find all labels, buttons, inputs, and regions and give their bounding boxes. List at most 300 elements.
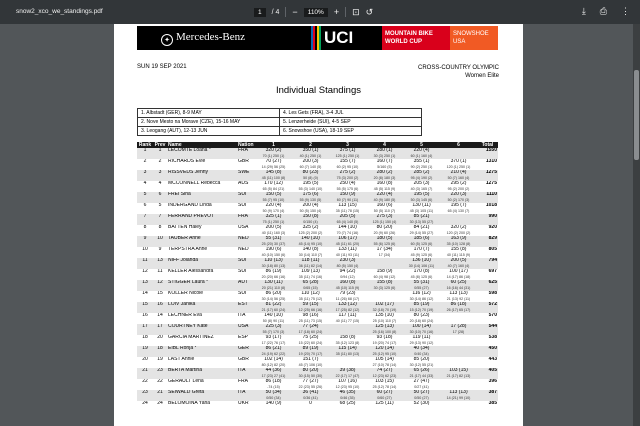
race-points: 85 (20) <box>413 357 430 362</box>
race-breakdown: 30 (14) 86 (12) <box>409 296 434 301</box>
race-breakdown: 60 (1) 160 (4) <box>410 153 433 158</box>
race-result-cell <box>292 357 329 368</box>
cell-nat: SUI <box>237 258 255 269</box>
table-row <box>137 401 498 412</box>
race-points: 190 (6) <box>265 247 282 252</box>
race-result-cell <box>255 214 292 225</box>
cell-prev: 18 <box>153 346 167 357</box>
race-breakdown: 50 (5) 150 (4) <box>299 208 322 213</box>
cell-total: 625 <box>477 280 498 291</box>
race-result-cell <box>292 291 329 302</box>
race-breakdown: 14 (21) 99 (10) <box>446 395 471 400</box>
cell-prev: 10 <box>153 236 167 247</box>
race-points: 158 (8) <box>339 335 356 340</box>
race-breakdown: 70 (7) 74 (16) <box>336 230 359 235</box>
table-row <box>137 346 498 357</box>
cell-prev: 24 <box>157 401 163 406</box>
race-breakdown: 45 (5) 115 (9) <box>373 186 396 191</box>
race-result-cell <box>366 324 403 335</box>
cell-name: EIBL Ronja * <box>167 346 237 357</box>
discipline: CROSS-COUNTRY OLYMPIC <box>417 65 499 71</box>
race-points: 103 (15) <box>449 368 468 373</box>
race-breakdown: 60 (5) 125 (6) <box>410 241 433 246</box>
race-breakdown: 60 (7) 140 (5) <box>299 164 322 169</box>
race-breakdown: 80 (5) 150 (4) <box>336 263 359 268</box>
table-row <box>137 335 498 346</box>
cell-nat: FRA <box>237 148 255 159</box>
race-result-cell <box>366 258 403 269</box>
more-options-icon[interactable]: ⋮ <box>621 6 630 16</box>
race-points: 50 (34) <box>265 390 282 395</box>
race-breakdown: 30 (14) 110 (7) <box>298 252 323 257</box>
cell-prev: 12 <box>153 280 167 291</box>
race-points: 74 (27) <box>376 368 393 373</box>
race-breakdown: 60 (2) 95 (10) <box>336 164 359 169</box>
race-breakdown: 120 (1) 250 (1) <box>446 164 471 169</box>
race-result-cell <box>440 192 477 203</box>
race-breakdown: 30 (18) 80 (13) <box>261 263 286 268</box>
race-breakdown: 60 (4) 98 (12) <box>373 274 396 279</box>
race-result-cell <box>255 236 292 247</box>
cell-rank: 15 <box>137 302 153 313</box>
race-result-cell <box>366 335 403 346</box>
race-result-cell <box>329 368 366 379</box>
cell-total: 794 <box>477 258 498 269</box>
race-breakdown: 21 (17) 60 (24) <box>261 307 286 312</box>
race-breakdown: 30 (12) 55 (21) <box>409 362 434 367</box>
race-result-cell <box>440 236 477 247</box>
race-result-cell <box>366 214 403 225</box>
download-icon[interactable]: ⤓ <box>581 6 586 16</box>
scrollbar[interactable] <box>633 24 640 426</box>
race-result-cell <box>403 280 440 291</box>
race-result-cell <box>366 313 403 324</box>
race-breakdown: 35 (11) 75 (12) <box>298 296 323 301</box>
race-breakdown: 11 (26) 68 (17) <box>335 296 360 301</box>
race-result-cell <box>366 159 403 170</box>
column-header: Nation <box>238 142 254 148</box>
cell-total: 450 <box>477 346 498 357</box>
cell-rank: 16 <box>142 313 148 318</box>
race-result-cell <box>440 181 477 192</box>
race-result-cell <box>292 269 329 280</box>
race-result-cell <box>255 401 292 412</box>
print-icon[interactable]: ⎙ <box>599 6 607 16</box>
race-result-cell <box>440 148 477 159</box>
race-result-cell <box>292 390 329 401</box>
cell-nat: USA <box>237 324 255 335</box>
cell-name: MCCONNELL Rebecca <box>168 181 221 186</box>
zoom-level[interactable]: 110% <box>304 8 328 17</box>
race-breakdown: 30 (10) 70 (16) <box>409 329 434 334</box>
race-result-cell <box>366 368 403 379</box>
race-result-cell <box>292 346 329 357</box>
race-breakdown: 55 (3) 140 (10) <box>298 186 323 191</box>
race-breakdown: 45 (7) 106 (10) <box>298 362 323 367</box>
race-result-cell <box>403 269 440 280</box>
cell-total: 920 <box>488 225 497 230</box>
race-breakdown: 40 (11) 77 (15) <box>335 318 360 323</box>
zoom-out-button[interactable]: − <box>292 7 298 17</box>
zoom-in-button[interactable]: + <box>333 7 340 17</box>
cell-rank: 13 <box>137 280 153 291</box>
race-breakdown: 0/150 (4) <box>303 219 318 224</box>
cell-total: 387 <box>477 390 498 401</box>
race-points: 140 (8) <box>302 247 319 252</box>
race-points: 103 (15) <box>375 379 394 384</box>
race-points: 86 (19) <box>265 269 282 274</box>
cell-rank: 19 <box>137 346 153 357</box>
race-result-cell <box>403 236 440 247</box>
race-result-cell <box>255 170 292 181</box>
cell-prev: 7 <box>153 214 167 225</box>
race-breakdown: 65 (5) 84 (21) <box>262 186 285 191</box>
race-points: 375 (1) <box>339 148 356 153</box>
race-points: 160 (7) <box>376 159 393 164</box>
race-points: 81 (22) <box>265 302 282 307</box>
race-breakdown: 0/46 (35) <box>340 395 355 400</box>
cell-total: 538 <box>488 335 497 340</box>
race-result-cell <box>329 313 366 324</box>
race-points: 170 (7) <box>413 247 430 252</box>
cell-total: 1275 <box>477 170 498 181</box>
race-result-cell <box>329 390 366 401</box>
race-points: 155 (8) <box>376 280 393 285</box>
race-points: 60 (25) <box>450 280 467 285</box>
race-points: 280 (1) <box>376 148 393 153</box>
column-header: 2 <box>292 142 329 148</box>
race-result-cell <box>366 225 403 236</box>
cell-prev: 9 <box>158 247 162 252</box>
toolbar-divider <box>285 7 286 17</box>
race-result-cell <box>255 258 292 269</box>
race-breakdown: 0/27 (41) <box>414 384 429 389</box>
race-points: 93 (17) <box>265 335 282 340</box>
race-points: 133 (12) <box>338 302 357 307</box>
race-points: 220 (3) <box>450 192 467 197</box>
race-points: 80 (20) <box>302 368 319 373</box>
race-result-cell <box>403 203 440 214</box>
rotate-icon[interactable]: ↺ <box>365 7 374 17</box>
race-result-cell <box>366 302 403 313</box>
race-breakdown: 0/40 (34) <box>414 351 429 356</box>
race-points: 220 (4) <box>376 192 393 197</box>
cell-rank: 9 <box>137 236 153 247</box>
pdf-page <box>114 24 523 426</box>
race-breakdown: 95 (4) 190 (2) <box>410 175 433 180</box>
race-points: 125 (11) <box>375 401 394 406</box>
race-result-cell <box>366 280 403 291</box>
race-breakdown: 50 (7) 160 (4) <box>447 175 470 180</box>
cell-nat: FRA <box>238 379 248 384</box>
race-result-cell <box>292 247 329 258</box>
cell-prev: 15 <box>157 291 163 296</box>
race-result-cell <box>403 258 440 269</box>
race-points: 65 (28) <box>302 280 319 285</box>
race-breakdown: 125 (1) 150 (4) <box>372 219 397 224</box>
race-result-cell <box>292 214 329 225</box>
cell-rank: 5 <box>137 192 153 203</box>
race-breakdown: 35 (11) 78 (15) <box>335 208 360 213</box>
race-result-cell <box>292 324 329 335</box>
race-result-cell <box>329 214 366 225</box>
race-points: 120 (14) <box>375 346 394 351</box>
race-result-cell <box>440 269 477 280</box>
table-row <box>137 214 498 225</box>
cell-total: 990 <box>477 214 498 225</box>
race-breakdown: 0/55 (27) <box>414 285 429 290</box>
cell-name: NIFF Jolanda <box>167 258 237 269</box>
races-table <box>137 108 422 136</box>
race-points: 110 (13) <box>264 258 283 263</box>
race-points: 27 (47) <box>413 379 430 384</box>
race-breakdown: 21 (17) 82 (13) <box>446 373 471 378</box>
race-breakdown: 12 (25) 66 (16) <box>298 307 323 312</box>
race-breakdown: 125 (1) 250 (1) <box>335 153 360 158</box>
race-result-cell <box>403 302 440 313</box>
cell-prev: 23 <box>153 368 167 379</box>
race-points: 100 (17) <box>449 269 468 274</box>
fit-page-icon[interactable]: ⊡ <box>352 7 360 17</box>
star-icon: ✦ <box>161 34 173 46</box>
race-result-cell <box>255 379 292 390</box>
race-result-cell <box>329 203 366 214</box>
race-result-cell <box>292 280 329 291</box>
race-result-cell <box>403 390 440 401</box>
race-breakdown: 30 (3) 125 (6) <box>373 285 396 290</box>
table-row <box>137 203 498 214</box>
race-result-cell <box>255 390 292 401</box>
race-result-cell <box>292 335 329 346</box>
cell-rank: 24 <box>142 401 148 406</box>
race-breakdown: 95 (2) 200 (2) <box>447 186 470 191</box>
cell-rank: 7 <box>137 214 153 225</box>
table-row <box>137 269 498 280</box>
column-header: 4 <box>366 142 403 148</box>
race-result-cell <box>440 291 477 302</box>
cell-name: KOLLER Nicole <box>168 291 204 296</box>
race-result-cell <box>366 346 403 357</box>
race-breakdown: 30 (3) 250 (1) <box>373 153 396 158</box>
race-result-cell <box>403 346 440 357</box>
race-points: 55 (31) <box>413 280 430 285</box>
race-result-cell <box>366 269 403 280</box>
page-number-input[interactable]: 1 <box>254 8 266 17</box>
race-points: 86 (20) <box>265 291 282 296</box>
scrollbar-thumb[interactable] <box>634 70 639 160</box>
race-points: 210 (4) <box>450 170 467 175</box>
race-points: 86 (21) <box>265 346 282 351</box>
cell-rank: 3 <box>137 170 153 181</box>
race-points: 320 (2) <box>265 148 282 153</box>
race-result-cell <box>403 247 440 258</box>
race-breakdown: 25 (11) 73 (15) <box>298 318 323 323</box>
race-breakdown: 40 (10) 150 (6) <box>261 252 286 257</box>
race-result-cell <box>292 181 329 192</box>
race-points: 17 (34) <box>376 247 393 252</box>
race-result-cell <box>403 214 440 225</box>
race-result-cell <box>403 181 440 192</box>
race-result-cell <box>292 159 329 170</box>
table-row <box>137 192 498 203</box>
cell-prev: 19 <box>157 357 163 362</box>
cell-nat: AUT <box>237 280 255 291</box>
cell-prev: 3 <box>153 170 167 181</box>
race-points: 140 (9) <box>265 401 282 406</box>
table-row <box>137 390 498 401</box>
race-points: 93 (18) <box>376 335 393 340</box>
race-breakdown: 40 (1) 250 (1) <box>299 153 322 158</box>
table-row <box>137 225 498 236</box>
race-points: 86 (18) <box>265 379 282 384</box>
race-result-cell <box>292 302 329 313</box>
race-result-cell <box>329 346 366 357</box>
race-breakdown: 14 (17) 86 (18) <box>446 274 471 279</box>
cell-name: TAUBER Anne <box>167 236 237 247</box>
race-points: 0 <box>309 401 312 406</box>
cell-prev: 4 <box>158 181 162 186</box>
race-breakdown: 29 (13) 90 (12) <box>409 340 434 345</box>
race-result-cell <box>403 225 440 236</box>
race-points: 60 (27) <box>376 390 393 395</box>
race-points: 320 (2) <box>450 225 467 230</box>
cell-rank: 11 <box>137 258 153 269</box>
race-breakdown: 25 (16) 100 (8) <box>372 329 397 334</box>
race-points: 180 (5) <box>376 236 393 241</box>
cell-total: 697 <box>488 269 497 274</box>
race-breakdown: 50 (8) (0) <box>303 175 318 180</box>
race-result-cell <box>292 192 329 203</box>
cell-prev: 20 <box>157 335 163 340</box>
race-breakdown: 20 (21) 110 (8) <box>261 285 286 290</box>
race-breakdown: 16 (16) 44 (31) <box>446 285 471 290</box>
race-result-cell <box>292 236 329 247</box>
race-points: 135 (10) <box>375 313 394 318</box>
race-breakdown: 40 (3) 165 (7) <box>410 186 433 191</box>
table-row <box>137 324 498 335</box>
race-breakdown: 0/65 (15) <box>303 285 318 290</box>
cell-prev: 22 <box>157 379 163 384</box>
cell-name: BELOMOINA Yana <box>168 401 211 406</box>
cell-name: RISSVEDS Jenny <box>167 170 237 181</box>
race-breakdown: 27 (10) 78 (14) <box>372 362 397 367</box>
race-breakdown: 75 (1) 250 (1) <box>262 219 285 224</box>
race-points: 158 (9) <box>376 269 393 274</box>
cell-name: LAST Annie <box>168 357 195 362</box>
race-cell: 6. Snowshoe (USA), 18-19 SEP <box>280 127 422 136</box>
race-result-cell <box>440 390 477 401</box>
race-breakdown: 55 (7) 95 (10) <box>262 197 285 202</box>
race-result-cell <box>292 379 329 390</box>
race-breakdown: 65 (4) 130 (7) <box>447 208 470 213</box>
race-result-cell <box>255 368 292 379</box>
race-points: 52 (30) <box>413 401 430 406</box>
cell-rank: 4 <box>143 181 147 186</box>
race-result-cell <box>403 148 440 159</box>
race-result-cell <box>329 170 366 181</box>
race-result-cell <box>440 324 477 335</box>
table-row <box>137 181 498 192</box>
race-cell: 4. Les Gets (FRA), 3-4 JUL <box>280 109 422 118</box>
race-points: 325 (1) <box>265 214 282 219</box>
race-points: 113 (13) <box>449 291 468 296</box>
race-points: 160 (8) <box>376 181 393 186</box>
cell-name: COURTNEY Kate <box>167 324 237 335</box>
cell-total: 1110 <box>477 192 498 203</box>
race-result-cell <box>366 247 403 258</box>
table-row <box>137 313 498 324</box>
cell-rank: 21 <box>137 368 153 379</box>
race-row <box>138 127 422 136</box>
race-result-cell <box>329 192 366 203</box>
cell-total: 805 <box>488 247 497 252</box>
race-points: 59 (15) <box>302 302 319 307</box>
race-points: 150 (9) <box>339 192 356 197</box>
race-breakdown: 55 (7) 170 (3) <box>262 329 285 334</box>
race-result-cell <box>440 401 477 412</box>
race-breakdown: 17 (28) <box>452 329 465 334</box>
race-result-cell <box>366 236 403 247</box>
race-points: 155 (8) <box>450 247 467 252</box>
cell-name: STIGGER Laura * <box>167 280 237 291</box>
cell-name: TERPSTRA Anne <box>168 247 208 252</box>
race-result-cell <box>440 247 477 258</box>
race-points: 160 (8) <box>339 280 356 285</box>
race-points: 125 (13) <box>375 324 394 329</box>
race-breakdown: 35 (12) 123 (8) <box>335 340 360 345</box>
column-header: 6 <box>440 142 477 148</box>
race-points: 79 (23) <box>339 291 356 296</box>
race-points: 200 (5) <box>450 258 467 263</box>
race-points: 77 (24) <box>302 324 319 329</box>
table-row <box>137 170 498 181</box>
race-breakdown: 21 (13) 92 (11) <box>446 296 471 301</box>
cell-nat: SUI <box>238 203 247 208</box>
race-points: 130 (11) <box>412 203 431 208</box>
race-result-cell <box>255 302 292 313</box>
cell-name: LECOMTE Loana * <box>167 148 237 159</box>
cell-name: GERAULT Lena <box>168 379 204 384</box>
race-result-cell <box>255 148 292 159</box>
race-breakdown: 22 (17) 17 (47) <box>335 373 360 378</box>
race-breakdown: 0/36 (41) <box>303 395 318 400</box>
race-points: 280 (2) <box>376 170 393 175</box>
race-points: 17 (28) <box>450 324 467 329</box>
race-points: 295 (2) <box>450 181 467 186</box>
cell-rank: 18 <box>142 335 148 340</box>
race-breakdown: 24 (19) 62 (22) <box>261 351 286 356</box>
table-row <box>137 148 498 159</box>
race-breakdown: 30 (15) 50 (30) <box>298 373 323 378</box>
race-points: 55 (31) <box>265 236 282 241</box>
cell-nat: ITA <box>238 313 246 318</box>
race-result-cell <box>440 203 477 214</box>
table-row <box>137 302 498 313</box>
race-breakdown: 14 (29) 56 (25) <box>261 164 286 169</box>
race-points: 205 (3) <box>413 181 430 186</box>
race-row <box>138 118 422 127</box>
race-breakdown: 40 (11) 93 (11) <box>335 252 360 257</box>
cell-rank: 12 <box>142 269 148 274</box>
cell-rank: 6 <box>143 203 147 208</box>
race-result-cell <box>440 302 477 313</box>
race-result-cell <box>292 225 329 236</box>
column-header: 3 <box>329 142 366 148</box>
race-result-cell <box>366 181 403 192</box>
race-points: 77 (27) <box>302 379 319 384</box>
race-result-cell <box>329 357 366 368</box>
race-points: 175 (6) <box>302 192 319 197</box>
